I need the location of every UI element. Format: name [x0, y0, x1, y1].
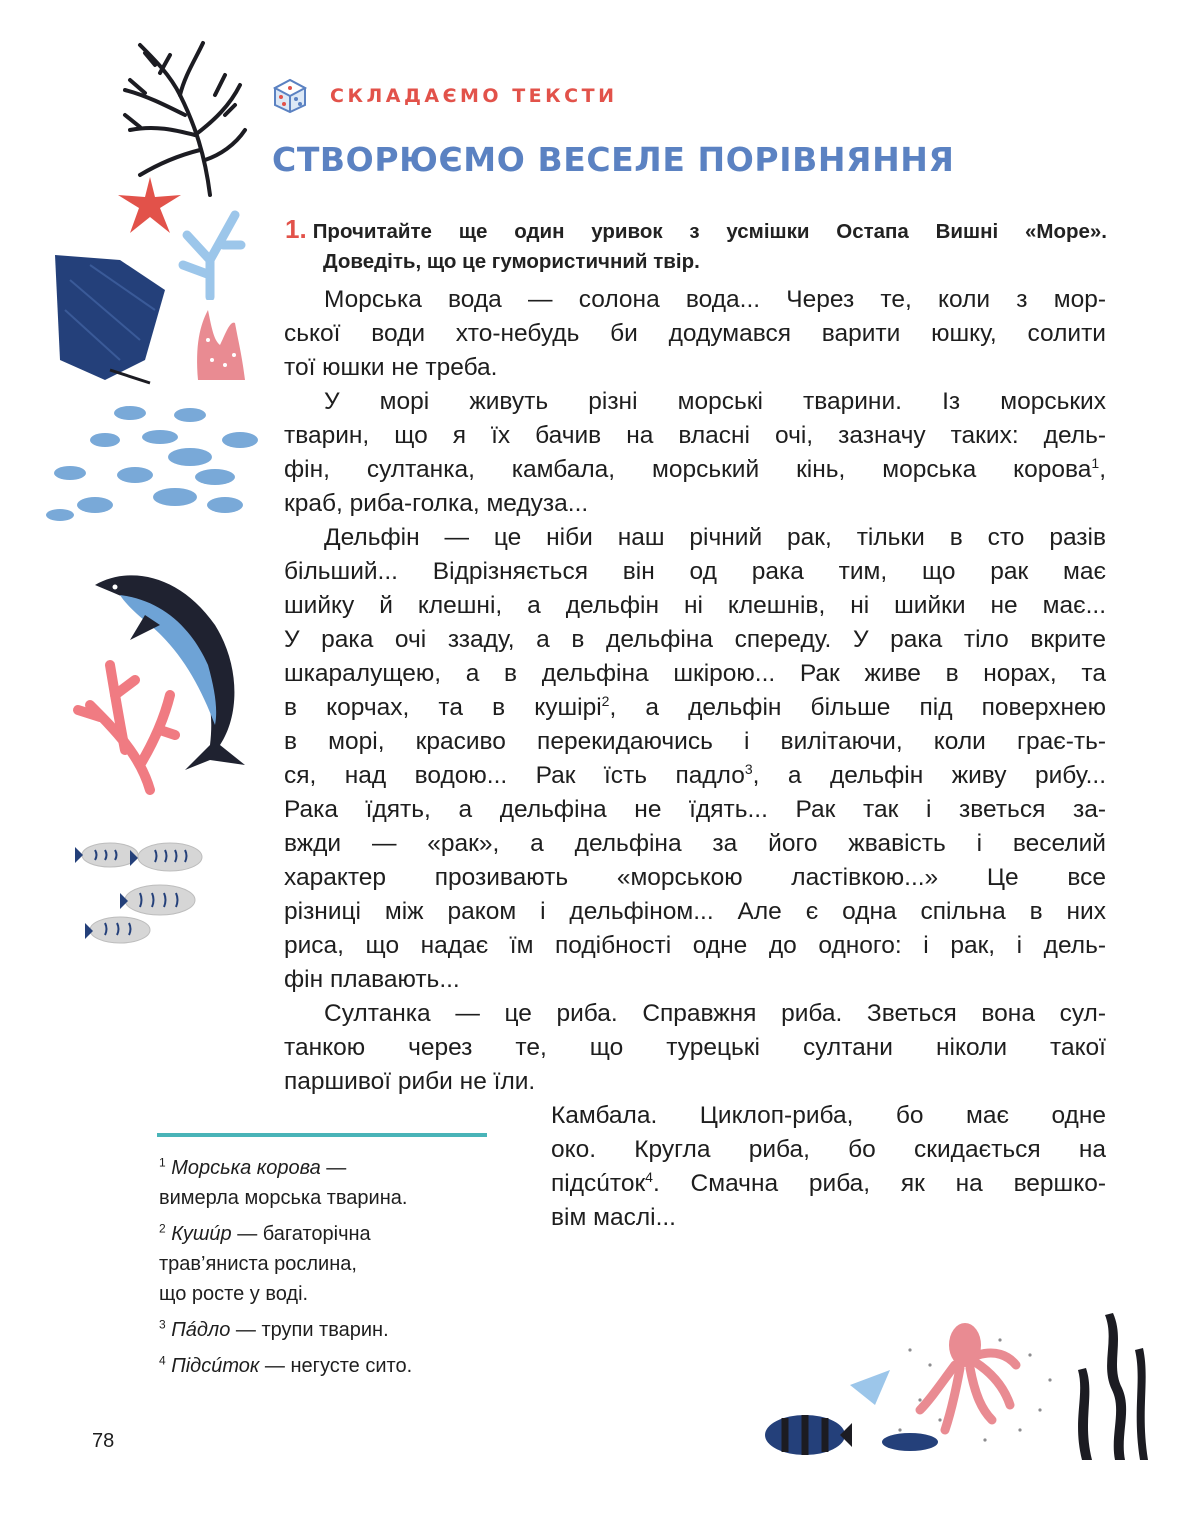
text-line: ся, над водою... Рак їсть падло$^3$, а дельфін живу рибу... — [284, 760, 1106, 789]
footnotes — [159, 1153, 489, 1387]
task-instruction — [285, 214, 1107, 277]
footnote-2: $^2$ Кушúр — багаторічна трав’яниста рослина, що росте у воді. — [159, 1221, 371, 1305]
dice-icon — [272, 78, 308, 114]
text-line: тої юшки не треба. — [284, 354, 498, 381]
striped-fish-icon — [70, 835, 220, 950]
story-text — [284, 283, 1106, 1099]
text-line: тварин, що я їх бачив на власні очі, зазначу таких: дель- — [284, 422, 1106, 449]
text-line: око. Кругла риба, бо скидається на — [551, 1136, 1106, 1163]
text-line: У рака очі ззаду, а в дельфіна спереду. У рака тіло вкрите — [284, 626, 1106, 653]
stingray-icon — [50, 250, 170, 385]
text-line: Рака їдять, а дельфіна не їдять... Рак так і зветься за- — [284, 796, 1106, 823]
text-line: танкою через те, що турецькі султани ніколи такої — [284, 1034, 1106, 1061]
text-line: риса, що надає їм подібності одне до одного: і рак, і дель- — [284, 932, 1106, 959]
text-line: ської води хто-небудь би додумався варити юшку, солити — [284, 320, 1106, 347]
text-line: вжди — «рак», а дельфіна за його жвавість і веселий — [284, 830, 1106, 857]
footnote-3: $^3$ Пáдло — трупи тварин. — [159, 1317, 389, 1341]
text-line: фін, султанка, камбала, морський кінь, морська корова$^1$, — [284, 454, 1106, 483]
footnote-1: $^1$ Морська корова — вимерла морська тварина. — [159, 1155, 408, 1209]
coral-pink-icon — [190, 305, 250, 383]
section-label: СКЛАДАЄМО ТЕКСТИ — [330, 85, 618, 107]
striped-fish — [765, 1415, 852, 1455]
section-header — [272, 78, 617, 114]
footnote-divider — [157, 1133, 487, 1137]
seaweed-icon — [1078, 1313, 1148, 1460]
text-line: підсúток$^4$. Смачна риба, як на вершко- — [551, 1168, 1106, 1197]
text-line: шийку й клешні, а дельфін ні клешнів, ні шийки не має... — [284, 592, 1106, 619]
sea-scene-icon — [760, 1310, 1150, 1470]
kambala-paragraph — [551, 1099, 1106, 1235]
task-line-2: Доведіть, що це гумористичний твір. — [323, 250, 700, 273]
text-line: шкаралущею, а в дельфіна шкірою... Рак живе в норах, та — [284, 660, 1106, 687]
text-line: вім маслі... — [551, 1204, 676, 1231]
task-line-1: 1. Прочитайте ще один уривок з усмішки Остапа Вишні «Море». — [285, 214, 1107, 244]
octopus-icon — [920, 1323, 1016, 1430]
text-line: Дельфін — це ніби наш річний рак, тільки в сто разів — [324, 524, 1106, 551]
footnote-ref: 2 — [601, 692, 610, 709]
text-line: більший... Відрізняється він од рака тим, що рак має — [284, 558, 1106, 585]
text-line: Камбала. Циклоп-риба, бо має одне — [551, 1102, 1106, 1129]
text-line: в морі, красиво перекидаючись і вилітаючи, коли грає-ть- — [284, 728, 1106, 755]
small-fish — [882, 1433, 938, 1451]
text-line: паршивої риби не їли. — [284, 1068, 536, 1095]
page-title: СТВОРЮЄМО ВЕСЕЛЕ ПОРІВНЯННЯ — [272, 140, 955, 179]
text-line: краб, риба-голка, медуза... — [284, 490, 589, 517]
footnote-ref: 1 — [1091, 454, 1100, 471]
coral-light-icon — [175, 205, 250, 300]
text-line: в корчах, та в кушірі$^2$, а дельфін більше під поверхнею — [284, 692, 1106, 721]
page-number: 78 — [92, 1430, 115, 1452]
footnote-ref: 3 — [744, 760, 753, 777]
text-line: характер прозивають «морською ластівкою...» Це все — [284, 864, 1106, 891]
footnote-ref: 4 — [645, 1168, 653, 1185]
footnote-4: $^4$ Підсúток — негусте сито. — [159, 1353, 413, 1377]
coral-icon — [70, 655, 180, 795]
text-line: У морі живуть різні морські тварини. Із морських — [324, 388, 1106, 415]
text-line: Морська вода — солона вода... Через те, коли з мор- — [324, 286, 1106, 313]
text-line: фін плавають... — [284, 966, 460, 993]
text-line: Султанка — це риба. Справжня риба. Зветься вона сул- — [324, 1000, 1106, 1027]
fish-school-icon — [40, 395, 280, 525]
text-line: різниці між раком і дельфіном... Але є одна спільна в них — [284, 898, 1106, 925]
angel-fish — [850, 1370, 890, 1405]
task-number: 1. — [285, 214, 307, 244]
